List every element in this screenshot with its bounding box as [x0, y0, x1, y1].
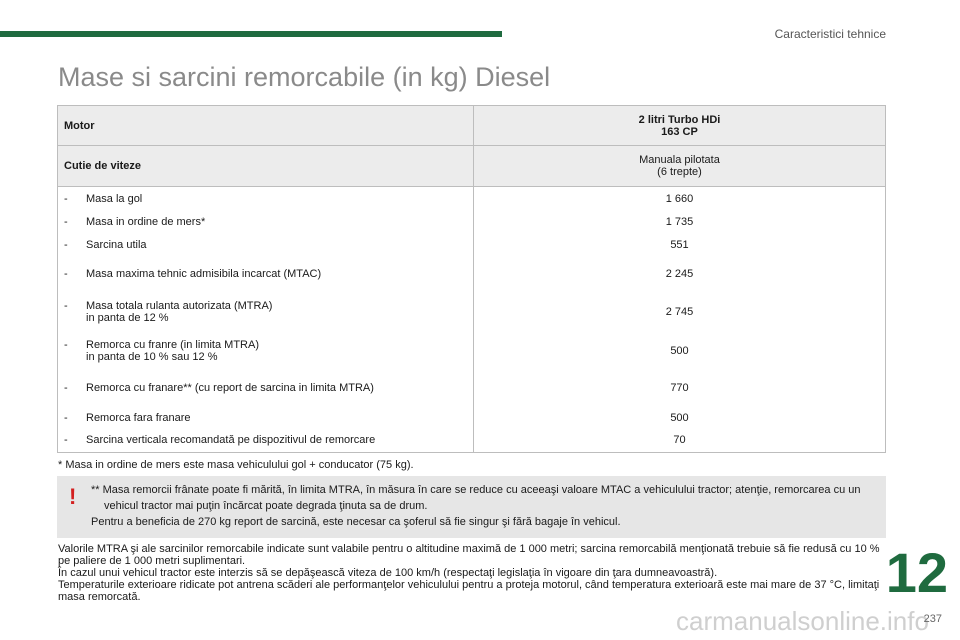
row-dash: -: [64, 238, 68, 251]
row-text: Masa la gol: [86, 192, 143, 205]
table-row-motor: [58, 106, 886, 146]
row-dash: -: [64, 381, 68, 394]
warning-line1: ** Masa remorcii frânate poate fi mărită, în limita MTRA, în măsura în care se reduce cu aceeaşi valoare MTAC a vehiculului tractor; atenţie, remorcarea cu un vehicul tractor mai puţin încărcat poate degrada ţinuta sa de drum.: [91, 484, 861, 512]
info-para-2: În cazul unui vehicul tractor este interzis să se depăşească viteza de 100 km/h (respectaţi legislaţia în vigoare din ţara dumneavoastră).: [58, 567, 718, 579]
row-label: [58, 407, 474, 429]
row-label: [58, 333, 474, 369]
row-text: Masa maxima tehnic admisibila incarcat (MTAC): [86, 267, 322, 280]
gearbox-value: [474, 146, 886, 187]
row-value: 1 660: [474, 187, 886, 211]
row-label: [58, 257, 474, 291]
exclamation-icon: !: [69, 484, 77, 509]
row-text: Masa totala rulanta autorizata (MTRA): [86, 299, 273, 312]
row-value: 500: [474, 333, 886, 369]
row-label: [58, 369, 474, 407]
row-value: 500: [474, 407, 886, 429]
info-para-3: Temperaturile exterioare ridicate pot antrena scăderi ale performanţelor vehiculului pentru a proteja motorul, când temperatura exterioară este mai mare de 37 °C, limitaţi masa remorcată.: [58, 579, 880, 603]
info-para-1: Valorile MTRA şi ale sarcinilor remorcabile indicate sunt valabile pentru o altitudine maximă de 1 000 metri; sarcina remorcabilă menţionată trebuie să fie redusă cu 10 % pe paliere de 1 000 metri suplimentari.: [58, 543, 880, 567]
row-dash: -: [64, 192, 68, 205]
row-label: [58, 291, 474, 333]
table-row: [58, 211, 886, 233]
table-row-gearbox: [58, 146, 886, 187]
row-dash: -: [64, 411, 68, 424]
row-dash: -: [64, 434, 68, 447]
row-text: Remorca cu franare** (cu report de sarcina in limita MTRA): [86, 381, 374, 394]
row-value: 1 735: [474, 211, 886, 233]
table-row: [58, 429, 886, 453]
row-value: 2 745: [474, 291, 886, 333]
row-dash: -: [64, 215, 68, 228]
row-text: Remorca cu franre (in limita MTRA): [86, 338, 259, 351]
page-number: 237: [923, 613, 942, 625]
warning-box: [57, 476, 886, 538]
page-title: Mase si sarcini remorcabile (in kg) Diesel: [58, 62, 551, 92]
row-label: [58, 233, 474, 257]
row-dash: -: [64, 338, 68, 351]
row-dash: -: [64, 299, 68, 312]
row-label: [58, 187, 474, 211]
row-subtext: in panta de 10 % sau 12 %: [86, 350, 218, 363]
table-row: [58, 369, 886, 407]
row-text: Sarcina verticala recomandată pe dispozitivul de remorcare: [86, 434, 376, 447]
row-text: Masa in ordine de mers*: [86, 215, 206, 228]
chapter-number: 12: [885, 541, 948, 604]
row-text: Sarcina utila: [86, 238, 147, 251]
row-value: 2 245: [474, 257, 886, 291]
motor-value-line1: 2 litri Turbo HDi: [638, 113, 721, 126]
table-row: [58, 333, 886, 369]
section-title: Caracteristici tehnice: [774, 27, 886, 41]
row-label: [58, 211, 474, 233]
table-row: [58, 407, 886, 429]
gearbox-label: Cutie de viteze: [58, 146, 474, 187]
row-value: 770: [474, 369, 886, 407]
motor-label: Motor: [58, 106, 474, 146]
row-value: 70: [474, 429, 886, 453]
info-paragraph: [58, 543, 888, 603]
footnote: * Masa in ordine de mers este masa vehiculului gol + conducator (75 kg).: [58, 459, 414, 471]
warning-line2: Pentru a beneficia de 270 kg report de sarcină, este necesar ca şoferul să fie singur şi fără bagaje în vehicul.: [91, 516, 621, 528]
table-row: [58, 291, 886, 333]
watermark: carmanualsonline.info: [676, 606, 929, 636]
row-subtext: in panta de 12 %: [86, 311, 169, 324]
gearbox-value-line2: (6 trepte): [657, 166, 702, 178]
table-row: [58, 257, 886, 291]
row-value: 551: [474, 233, 886, 257]
row-label: [58, 429, 474, 453]
warning-text: [91, 482, 871, 530]
row-text: Remorca fara franare: [86, 411, 191, 424]
motor-value: [474, 106, 886, 146]
header-accent-bar: [0, 31, 502, 37]
table-row: [58, 233, 886, 257]
specs-table: [57, 105, 886, 453]
motor-value-line2: 163 CP: [661, 125, 698, 138]
table-row: [58, 187, 886, 211]
gearbox-value-line1: Manuala pilotata: [639, 154, 720, 166]
row-dash: -: [64, 267, 68, 280]
